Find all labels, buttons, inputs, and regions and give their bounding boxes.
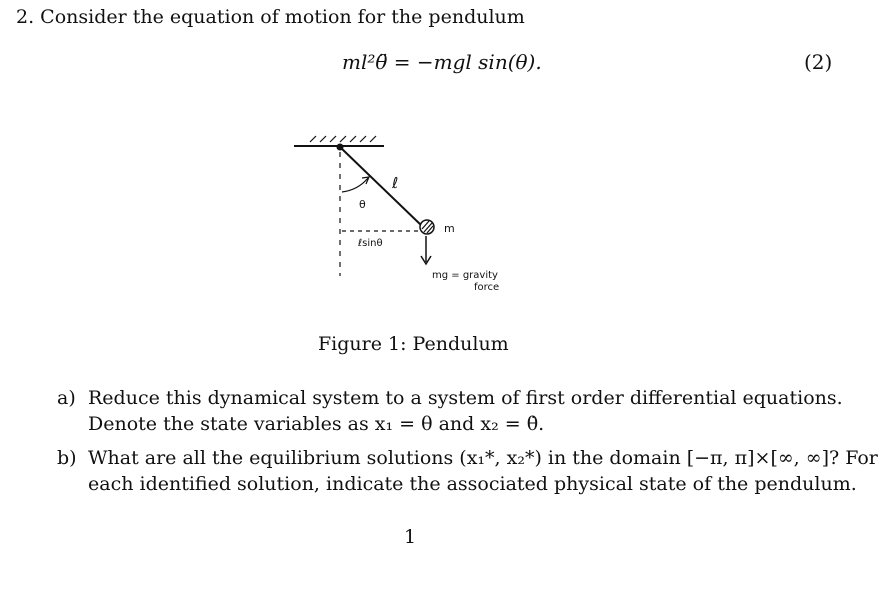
angle-label: θ xyxy=(359,198,366,211)
subquestion-b-line2: each identified solution, indicate the associated physical state of the pendulum. xyxy=(88,473,857,495)
mass-label: m xyxy=(444,222,455,235)
page-number: 1 xyxy=(404,526,417,548)
subquestion-a-line1: Reduce this dynamical system to a system of first order differential equations. xyxy=(88,387,843,409)
figure-caption: Figure 1: Pendulum xyxy=(318,333,509,355)
subquestion-a xyxy=(57,385,843,437)
equation-number: (2) xyxy=(804,50,833,74)
gravity-label-line1: mg = gravity xyxy=(432,270,498,281)
subquestion-b-label: b) xyxy=(57,447,77,469)
length-label: ℓ xyxy=(392,174,399,192)
pendulum-rod xyxy=(340,147,422,226)
projection-label: ℓsinθ xyxy=(358,238,383,249)
subquestion-b xyxy=(57,445,878,497)
angle-arc xyxy=(342,178,368,192)
subquestion-a-label: a) xyxy=(57,387,76,409)
equation: ml²θ̈ = −mgl sin(θ). xyxy=(342,50,542,74)
subquestion-b-line1: What are all the equilibrium solutions (x₁*, x₂*) in the domain [−π, π]×[∞, ∞]? For xyxy=(88,447,878,469)
subquestion-a-line2: Denote the state variables as x₁ = θ and x₂ = θ̇. xyxy=(88,413,545,435)
pendulum-figure xyxy=(288,126,528,296)
gravity-label-line2: force xyxy=(474,282,500,293)
ceiling-hatch xyxy=(310,136,376,142)
question-header: 2. Consider the equation of motion for the pendulum xyxy=(16,6,525,28)
